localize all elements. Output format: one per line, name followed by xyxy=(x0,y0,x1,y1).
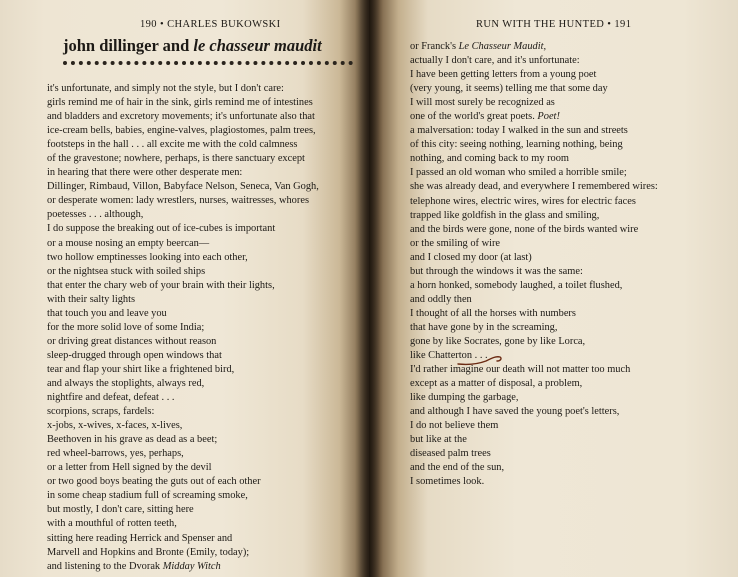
poem-line: Beethoven in his grave as dead as a beet; xyxy=(47,434,218,446)
poem-line-italic: Poet! xyxy=(537,111,560,123)
gutter-shadow xyxy=(355,0,383,577)
section-title: RUN WITH THE HUNTED xyxy=(476,19,605,30)
poem-line: I do suppose the breaking out of ice-cubes is important xyxy=(47,223,276,235)
poem-line: or desperate women: lady wrestlers, nurses, waitresses, whores xyxy=(47,195,309,207)
poem-line: and the birds were gone, none of the birds wanted wire xyxy=(410,223,639,235)
poem-line: with their salty lights xyxy=(47,293,136,305)
poem-line: I sometimes look. xyxy=(410,476,485,488)
poem-line: or a mouse nosing an empty beercan— xyxy=(47,237,210,249)
right-running-head xyxy=(476,19,631,30)
poem-line xyxy=(410,40,658,54)
poem-line: (very young, it seems) telling me that some day xyxy=(410,83,608,95)
poem-line: and I closed my door (at last) xyxy=(410,251,532,263)
poem-line: for the more solid love of some India; xyxy=(47,321,205,333)
poem-line xyxy=(410,110,658,124)
poem-line: telephone wires, electric wires, wires for electric faces xyxy=(410,195,636,207)
poem-line: or the smiling of wire xyxy=(410,237,501,249)
poem-line: two hollow emptinesses looking into each other, xyxy=(47,251,248,263)
right-header-separator: • xyxy=(607,19,612,30)
poem-line: but through the windows it was the same: xyxy=(410,265,583,277)
poem-line: tear and flap your shirt like a frightened bird, xyxy=(47,363,235,375)
poem-line: red wheel-barrows, yes, perhaps, xyxy=(47,448,184,460)
poem-line: and the end of the sun, xyxy=(410,462,505,474)
poem-line: and although I have saved the young poet's letters, xyxy=(410,406,620,418)
poem-line: she was already dead, and everywhere I remembered wires: xyxy=(410,181,658,193)
left-running-head xyxy=(140,19,281,30)
author-name: CHARLES BUKOWSKI xyxy=(167,19,281,30)
poem-line: I'd rather imagine our death will not matter too much xyxy=(410,364,631,376)
poem-line-italic: Midday Witch xyxy=(162,560,221,572)
poem-line: and oddly then xyxy=(410,293,472,305)
poem-line: I passed an old woman who smiled a horrible smile; xyxy=(410,167,627,179)
poem-line: that enter the chary web of your brain with their lights, xyxy=(47,279,275,291)
poem-line: gone by like Socrates, gone by like Lorca, xyxy=(410,335,586,347)
poem-line: and bladders and excretory movements; it's unfortunate also that xyxy=(47,111,315,123)
poem-line: diseased palm trees xyxy=(410,448,491,460)
poem-line: girls remind me of hair in the sink, girls remind me of intestines xyxy=(47,97,313,109)
left-header-separator: • xyxy=(159,19,165,30)
title-dotted-rule xyxy=(63,61,353,65)
poem-line: a malversation: today I walked in the sun and streets xyxy=(410,125,628,137)
poem-line xyxy=(47,560,319,574)
poem-line: that touch you and leave you xyxy=(47,307,167,319)
poem-line: it's unfortunate, and simply not the style, but I don't care: xyxy=(47,83,284,94)
poem-line: except as a matter of disposal, a problem, xyxy=(410,378,583,390)
poem-title-italic: le chasseur maudit xyxy=(193,36,322,55)
poem-line: trapped like goldfish in the glass and smiling, xyxy=(410,209,600,221)
poem-line: that have gone by in the screaming, xyxy=(410,321,558,333)
poem-line: ice-cream bells, babies, engine-valves, plagiostomes, palm trees, xyxy=(47,125,316,137)
right-page-number: 191 xyxy=(614,19,632,30)
poem-line: with a mouthful of rotten teeth, xyxy=(47,518,177,530)
poem-line: I will most surely be recognized as xyxy=(410,97,555,109)
left-poem-lines xyxy=(47,82,319,574)
left-page-number: 190 xyxy=(140,19,157,30)
poem-line: or a letter from Hell signed by the devil xyxy=(47,462,212,474)
poem-line: and always the stoplights, always red, xyxy=(47,377,205,389)
poem-line: I have been getting letters from a young poet xyxy=(410,69,597,81)
poem-line: like dumping the garbage, xyxy=(410,392,519,404)
poem-line: actually I don't care, and it's unfortunate: xyxy=(410,55,580,67)
poem-title xyxy=(63,36,322,56)
poem-title-plain: john dillinger and xyxy=(63,36,194,55)
poem-line: a horn honked, somebody laughed, a toilet flushed, xyxy=(410,279,623,291)
poem-line: or two good boys beating the guts out of each other xyxy=(47,476,261,488)
poem-line: sitting here reading Herrick and Spenser and xyxy=(47,532,233,544)
right-page xyxy=(369,0,738,577)
poem-line: poetesses . . . although, xyxy=(47,209,144,221)
poem-line: Dillinger, Rimbaud, Villon, Babyface Nelson, Seneca, Van Gogh, xyxy=(47,181,319,193)
first-line-plain: or Franck's xyxy=(410,41,459,52)
poem-line: of the gravestone; nowhere, perhaps, is there sanctuary except xyxy=(47,153,305,165)
poem-line-plain: one of the world's great poets. xyxy=(410,111,538,123)
poem-line: nothing, and coming back to my room xyxy=(410,153,570,165)
poem-line: footsteps in the hall . . . all excite me with the cold calmness xyxy=(47,139,298,151)
poem-line: scorpions, scraps, fardels: xyxy=(47,406,155,418)
poem-line: but mostly, I don't care, sitting here xyxy=(47,504,194,516)
poem-line: in hearing that there were other desperate men: xyxy=(47,167,243,179)
poem-line: of this city: seeing nothing, learning nothing, being xyxy=(410,139,623,151)
poem-line: like Chatterton . . . xyxy=(410,350,488,362)
poem-line: x-jobs, x-wives, x-faces, x-lives, xyxy=(47,420,183,432)
pen-underline-mark xyxy=(456,355,506,367)
poem-line: or the nightsea stuck with soiled ships xyxy=(47,265,206,277)
poem-line: or driving great distances without reason xyxy=(47,335,217,347)
poem-line: sleep-drugged through open windows that xyxy=(47,349,222,361)
poem-line: but like at the xyxy=(410,434,467,446)
first-line-italic: Le Chasseur Maudit, xyxy=(458,41,547,52)
poem-line: nightfire and defeat, defeat . . . xyxy=(47,392,175,404)
poem-line: in some cheap stadium full of screaming smoke, xyxy=(47,490,248,502)
poem-line: Marvell and Hopkins and Bronte (Emily, today); xyxy=(47,546,250,558)
right-poem-lines xyxy=(410,40,658,490)
poem-line-plain: and listening to the Dvorak xyxy=(47,560,163,572)
poem-line: I thought of all the horses with numbers xyxy=(410,307,576,319)
poem-line: I do not believe them xyxy=(410,420,499,432)
